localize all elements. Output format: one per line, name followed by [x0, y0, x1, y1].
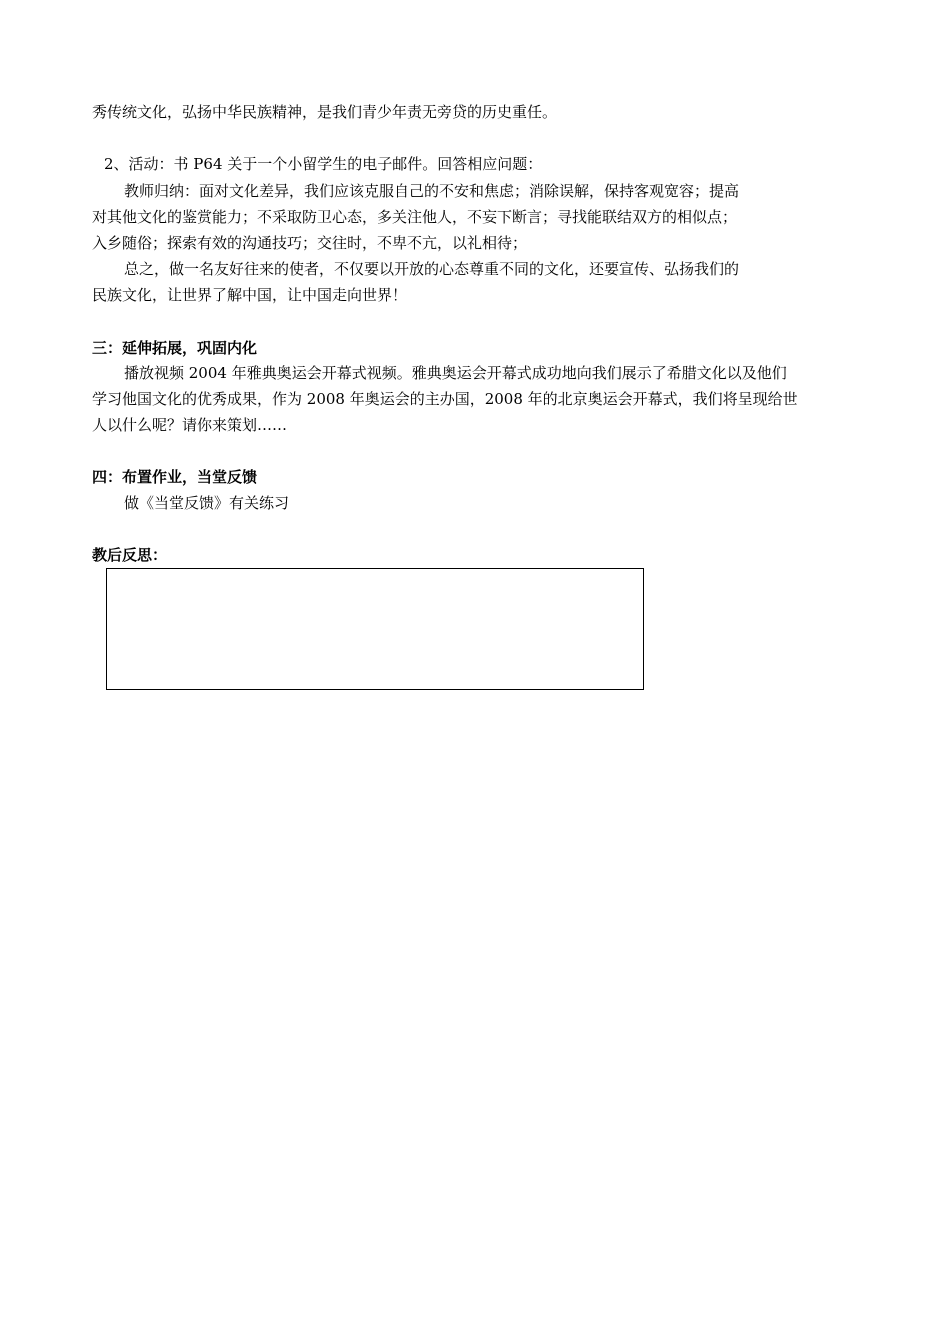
section3-line-3: 人以什么呢？请你来策划……	[92, 416, 288, 434]
reflection-box	[106, 568, 644, 690]
reflection-heading: 教后反思：	[92, 546, 168, 564]
section4-line: 做《当堂反馈》有关练习	[124, 494, 290, 512]
activity-conclusion-line-2: 民族文化，让世界了解中国，让中国走向世界！	[92, 286, 408, 304]
activity-title: 2、活动：书 P64 关于一个小留学生的电子邮件。回答相应问题：	[104, 155, 543, 173]
activity-conclusion-line-1: 总之，做一名友好往来的使者，不仅要以开放的心态尊重不同的文化，还要宣传、弘扬我们的	[124, 260, 740, 278]
section3-heading: 三：延伸拓展，巩固内化	[92, 339, 258, 357]
activity-summary-line-3: 入乡随俗；探索有效的沟通技巧；交往时，不卑不亢，以礼相待；	[92, 234, 528, 252]
section3-line-2: 学习他国文化的优秀成果，作为 2008 年奥运会的主办国，2008 年的北京奥运会开幕式，我们将呈现给世	[92, 390, 798, 408]
activity-summary-line-2: 对其他文化的鉴赏能力；不采取防卫心态，多关注他人，不妄下断言；寻找能联结双方的相似点；	[92, 208, 738, 226]
activity-summary-line-1: 教师归纳：面对文化差异，我们应该克服自己的不安和焦虑；消除误解，保持客观宽容；提高	[124, 182, 740, 200]
intro-paragraph-end: 秀传统文化，弘扬中华民族精神，是我们青少年责无旁贷的历史重任。	[92, 103, 558, 121]
section3-line-1: 播放视频 2004 年雅典奥运会开幕式视频。雅典奥运会开幕式成功地向我们展示了希腊文化以及他们	[124, 364, 787, 382]
section4-heading: 四：布置作业，当堂反馈	[92, 468, 258, 486]
